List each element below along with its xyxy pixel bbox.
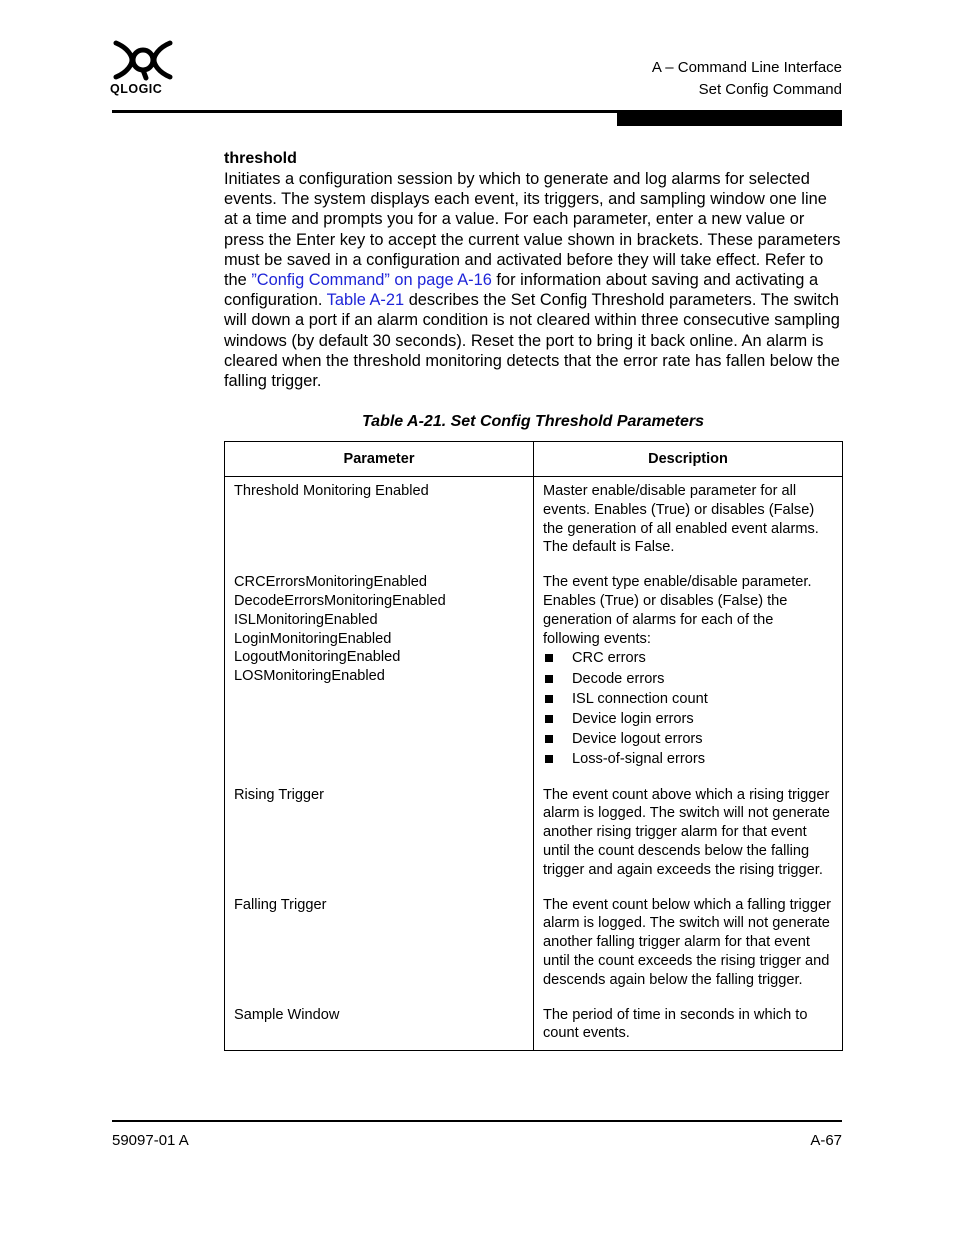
paragraph-text-1: Initiates a configuration session by which to generate and log alarms for selected events. The system displays each event, its triggers, and sampling window one line at a time and prompts you for a value. For each parameter, enter a new value or press the Enter key to accept the current value shown in brackets. These parameters must be saved in a configuration and activated before they will take effect. Refer to the — [224, 170, 841, 290]
chapter-title: A – Command Line Interface — [651, 59, 842, 76]
description-cell: Master enable/disable parameter for all events. Enables (True) or disables (False) the generation of all enabled event alarms. The default is False. — [534, 477, 843, 570]
list-item — [543, 689, 833, 709]
list-item — [543, 709, 833, 729]
parameter-name: Sample Window — [234, 1006, 340, 1023]
list-item — [543, 749, 833, 769]
header-parameter: Parameter — [225, 442, 534, 477]
parameter-name: LogoutMonitoringEnabled — [234, 649, 401, 666]
description-text: The event type enable/disable parameter. Enables (True) or disables (False) the generation of alarms for each of the following events: — [543, 574, 812, 647]
table-caption: Table A-21. Set Config Threshold Parameters — [361, 413, 704, 431]
bullet-square-icon — [545, 675, 553, 683]
table-row — [225, 782, 843, 892]
list-item-text: CRC errors — [572, 650, 646, 667]
list-item-text: Device login errors — [572, 710, 694, 727]
footer-rule — [112, 1120, 842, 1122]
logo-wordmark: QLOGIC — [110, 82, 163, 96]
table-header-row — [225, 442, 843, 477]
paragraph-text-2: for information about saving and activating a configuration. — [224, 271, 819, 310]
table-row — [225, 477, 843, 570]
header-tab-bar — [617, 110, 842, 126]
event-list — [543, 648, 833, 769]
parameter-name: ISLMonitoringEnabled — [234, 611, 378, 628]
running-header — [652, 57, 842, 101]
threshold-parameters-table — [224, 441, 843, 1051]
parameter-name: Threshold Monitoring Enabled — [234, 483, 429, 499]
paragraph-text-3: describes the Set Config Threshold parameters. The switch will down a port if an alarm condition is not cleared within three consecutive sampling windows (by default 30 seconds). Reset the port to bring it back online. An alarm is cleared when the threshold monitoring detects that the error rate has fallen below the falling trigger. — [224, 291, 840, 391]
parameter-cell — [225, 569, 534, 781]
description-cell — [534, 569, 843, 781]
list-item — [543, 729, 833, 749]
parameter-name: LOSMonitoringEnabled — [234, 668, 385, 685]
table-row — [225, 569, 843, 781]
parameter-cell — [225, 782, 534, 892]
list-item-text: Loss-of-signal errors — [572, 751, 706, 768]
table-a21-link[interactable]: Table A-21 — [326, 291, 405, 310]
qlogic-mark-icon — [110, 38, 176, 82]
section-heading: threshold — [224, 150, 297, 167]
list-item-text: Decode errors — [572, 670, 665, 687]
document-id: 59097-01 A — [112, 1132, 189, 1149]
bullet-square-icon — [545, 715, 553, 723]
parameter-cell — [225, 1002, 534, 1051]
body-paragraph — [224, 169, 842, 391]
parameter-name: Falling Trigger — [234, 896, 327, 913]
table-row — [225, 892, 843, 1002]
page-number: A-67 — [810, 1132, 842, 1149]
parameter-name: Rising Trigger — [234, 786, 325, 803]
table-row — [225, 1002, 843, 1051]
description-cell: The event count below which a falling trigger alarm is logged. The switch will not generate another falling trigger alarm for that event until the count exceeds the rising trigger and descends again below the falling trigger. — [534, 892, 843, 1002]
section-title: Set Config Command — [698, 81, 842, 98]
bullet-square-icon — [545, 654, 553, 662]
parameter-name: CRCErrorsMonitoringEnabled — [234, 574, 428, 591]
parameter-name: LoginMonitoringEnabled — [234, 630, 392, 647]
bullet-square-icon — [545, 695, 553, 703]
bullet-square-icon — [545, 755, 553, 763]
description-cell: The period of time in seconds in which to count events. — [534, 1002, 843, 1051]
parameter-cell — [225, 892, 534, 1002]
parameter-name: DecodeErrorsMonitoringEnabled — [234, 592, 446, 609]
main-content — [224, 149, 842, 433]
qlogic-logo — [110, 38, 176, 100]
list-item-text: ISL connection count — [572, 690, 708, 707]
parameter-cell — [225, 477, 534, 570]
bullet-square-icon — [545, 735, 553, 743]
list-item-text: Device logout errors — [572, 731, 703, 748]
config-command-link[interactable]: ”Config Command” on page A-16 — [251, 271, 492, 290]
list-item — [543, 648, 833, 668]
list-item — [543, 669, 833, 689]
description-cell: The event count above which a rising trigger alarm is logged. The switch will not generate another rising trigger alarm for that event until the count descends below the falling trigger and again exceeds the rising trigger. — [534, 782, 843, 892]
header-description: Description — [534, 442, 843, 477]
